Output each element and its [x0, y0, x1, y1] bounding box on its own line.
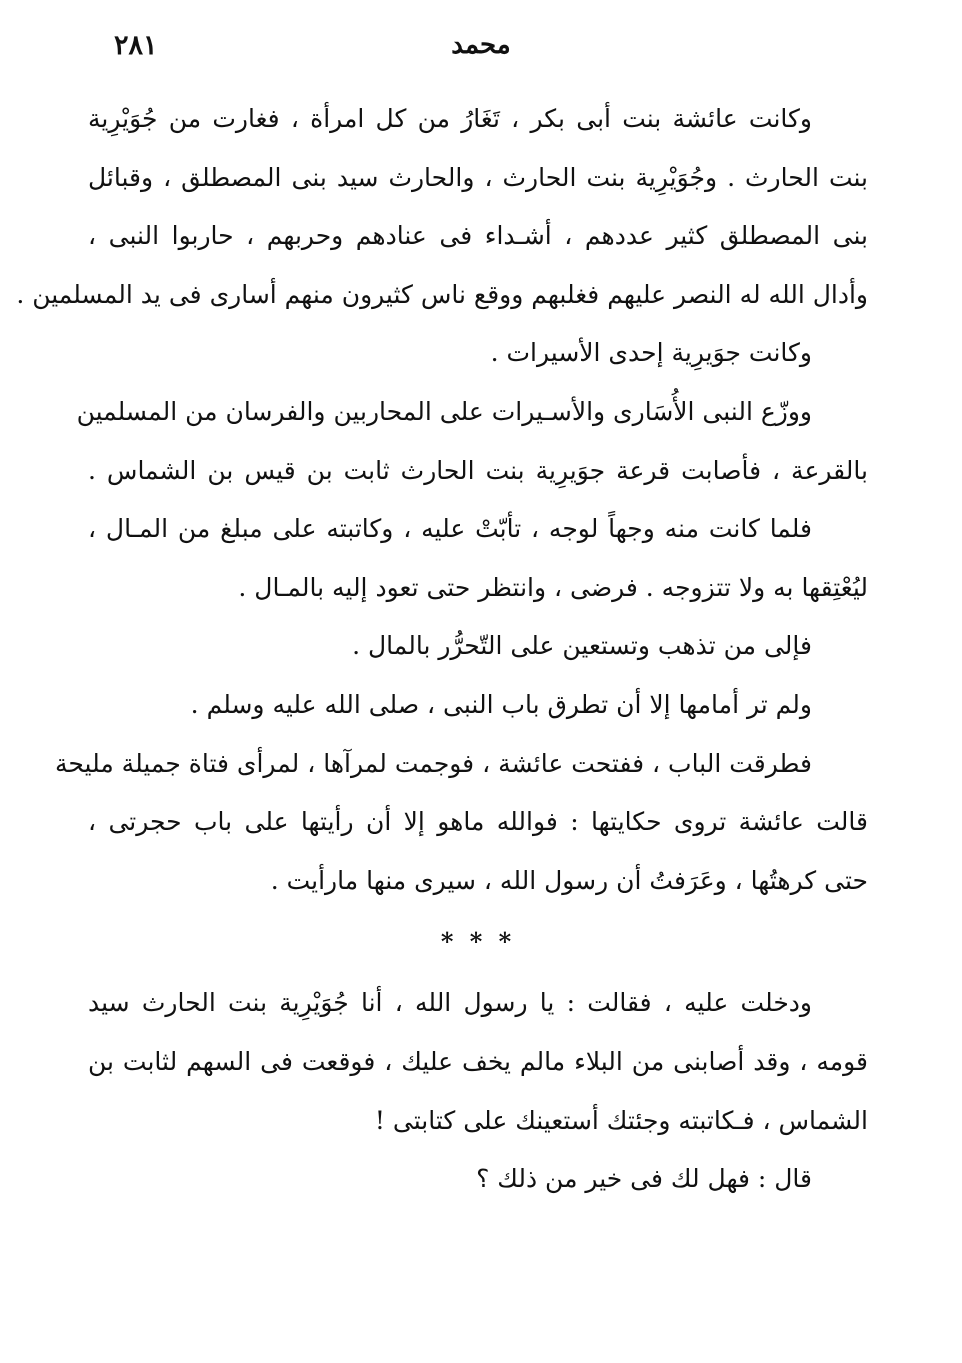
text-line: قال : فهل لك فى خير من ذلك ؟: [476, 1164, 812, 1194]
text-line: فإلى من تذهب وتستعين على التّحرُّر بالمال .: [352, 631, 812, 661]
text-line: فلما كانت منه وجهاً لوجه ، تأبّتْ عليه ، وكاتبته على مبلغ من المـال ،: [88, 514, 812, 544]
text-line: حتى كرهتُها ، وعَرَفتُ أن رسول الله ، سيرى منها مارأيت .: [270, 865, 868, 895]
text-line: الشماس ، فـكاتبته وجئتك أستعينك على كتابتى !: [374, 1105, 868, 1135]
page-number: ٢٨١: [114, 30, 158, 61]
text-line: ولم تر أمامها إلا أن تطرق باب النبى ، صلى الله عليه وسلم .: [190, 689, 812, 719]
page-header: [88, 28, 874, 68]
text-line: ووزّع النبى الأُسَارى والأسـيرات على المحاربين والفرسان من المسلمين: [76, 396, 812, 426]
text-line: بنى المصطلق كثير عددهم ، أشـداء فى عنادهم وحربهم ، حاربوا النبى ،: [88, 221, 868, 251]
text-line: وأدال الله له النصر عليهم فغلبهم ووقع ناس كثيرون منهم أسارى فى يد المسلمين .: [16, 279, 868, 309]
text-line: وكانت جوَيرِية إحدى الأسيرات .: [490, 338, 812, 368]
text-line: بنت الحارث . وجُوَيْرِية بنت الحارث ، والحارث سيد بنى المصطلق ، وقبائل: [88, 162, 868, 192]
text-line: وكانت عائشة بنت أبى بكر ، تَغَارُ من كل امرأة ، فغارت من جُوَيْرِية: [88, 104, 812, 133]
text-line: قومه ، وقد أصابنى من البلاء مالم يخف عليك ، فوقعت فى السهم لثابت بن: [88, 1046, 868, 1076]
text-line: فطرقت الباب ، ففتحت عائشة ، فوجمت لمرآها ، لمرأى فتاة جميلة مليحة: [54, 748, 812, 778]
text-line: قالت عائشة تروى حكايتها : فوالله ماهو إلا أن رأيتها على باب حجرتى ،: [88, 807, 868, 837]
body-text: [16, 90, 868, 1209]
text-line: ودخلت عليه ، فقالت : يا رسول الله ، أنا جُوَيْرِية بنت الحارث سيد: [88, 988, 812, 1018]
text-line: ليُعْتِقها به ولا تتزوجه . فرضى ، وانتظر حتى تعود إليه بالمـال .: [238, 572, 868, 602]
running-title: محمد: [451, 30, 511, 60]
text-line: بالقرعة ، فأصابت قرعة جوَيرِية بنت الحارث ثابت بن قيس بن الشماس .: [88, 455, 868, 485]
section-separator: * * *: [440, 927, 516, 957]
